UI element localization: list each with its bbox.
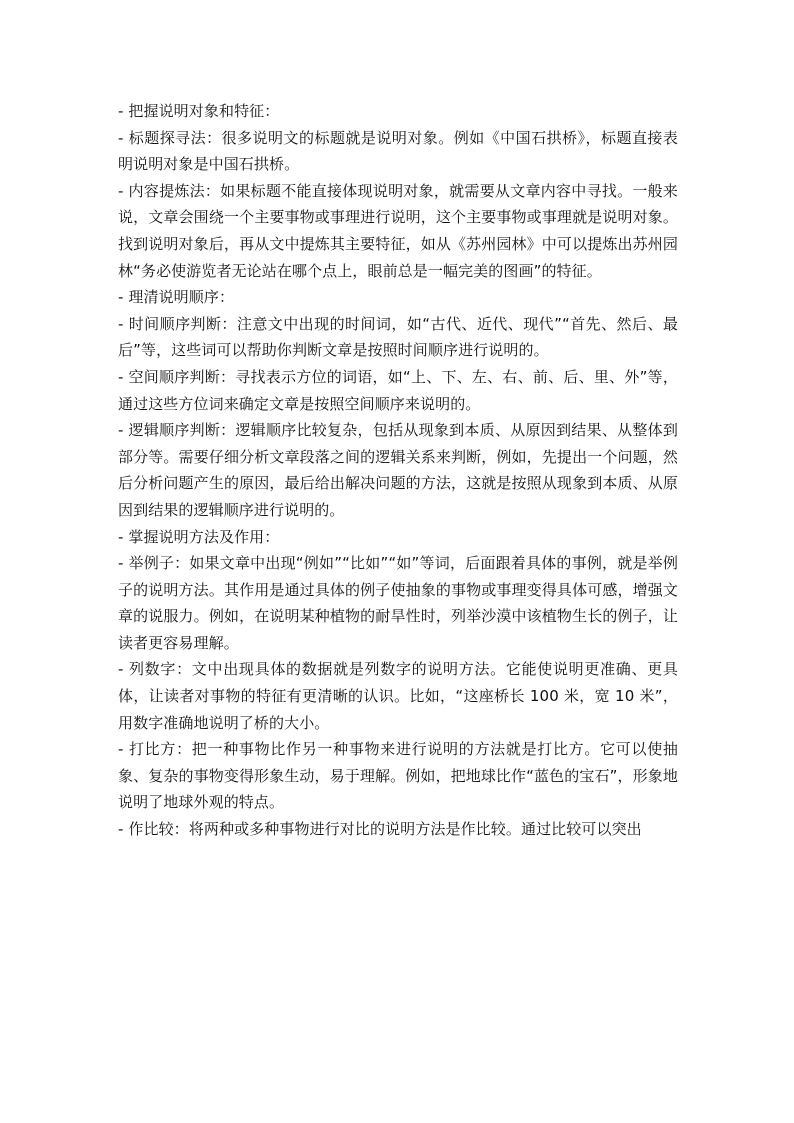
paragraph-time-order: - 时间顺序判断：注意文中出现的时间词，如“古代、近代、现代”“首先、然后、最后”等，这些词可以帮助你判断文章是按照时间顺序进行说明的。	[118, 314, 678, 360]
paragraph-metaphor-method: - 打比方：把一种事物比作另一种事物来进行说明的方法就是打比方。它可以使抽象、复杂的事物变得形象生动，易于理解。例如，把地球比作“蓝色的宝石”，形象地说明了地球外观的特点。	[118, 740, 678, 812]
document-body	[118, 98, 678, 843]
section-heading-order: - 理清说明顺序：	[118, 288, 235, 307]
paragraph-content-method: - 内容提炼法：如果标题不能直接体现说明对象，就需要从文章内容中寻找。一般来说，文章会围绕一个主要事物或事理进行说明，这个主要事物或事理就是说明对象。找到说明对象后，再从文中提炼其主要特征，如从《苏州园林》中可以提炼出苏州园林“务必使游览者无论站在哪个点上，眼前总是一幅完美的图画”的特征。	[118, 181, 678, 280]
paragraph-space-order: - 空间顺序判断：寻找表示方位的词语，如“上、下、左、右、前、后、里、外”等，通过这些方位词来确定文章是按照空间顺序来说明的。	[118, 367, 678, 413]
paragraph-logic-order: - 逻辑顺序判断：逻辑顺序比较复杂，包括从现象到本质、从原因到结果、从整体到部分等。需要仔细分析文章段落之间的逻辑关系来判断，例如，先提出一个问题，然后分析问题产生的原因，最后给出解决问题的方法，这就是按照从现象到本质、从原因到结果的逻辑顺序进行说明的。	[118, 421, 678, 519]
paragraph-comparison-method: - 作比较：将两种或多种事物进行对比的说明方法是作比较。通过比较可以突出	[118, 820, 642, 839]
paragraph-number-method: - 列数字：文中出现具体的数据就是列数字的说明方法。它能使说明更准确、更具体，让读者对事物的特征有更清晰的认识。比如，“这座桥长 100 米，宽 10 米”，用数字准确地说明了桥的大小。	[118, 660, 678, 732]
section-heading-methods: - 掌握说明方法及作用：	[118, 527, 280, 546]
paragraph-example-method: - 举例子：如果文章中出现“例如”“比如”“如”等词，后面跟着具体的事例，就是举例子的说明方法。其作用是通过具体的例子使抽象的事物或事理变得具体可感，增强文章的说服力。例如，在说明某种植物的耐旱性时，列举沙漠中该植物生长的例子，让读者更容易理解。	[118, 554, 678, 652]
section-heading-object-features: - 把握说明对象和特征：	[118, 102, 280, 120]
paragraph-title-method: - 标题探寻法：很多说明文的标题就是说明对象。例如《中国石拱桥》，标题直接表明说明对象是中国石拱桥。	[118, 128, 678, 174]
